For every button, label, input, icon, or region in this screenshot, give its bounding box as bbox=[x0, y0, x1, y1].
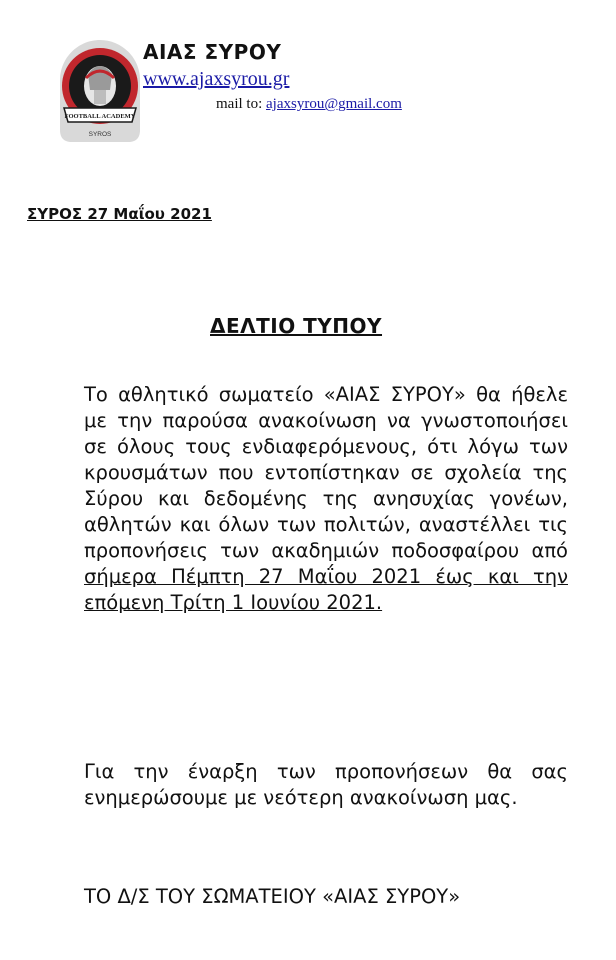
announcement-text: Το αθλητικό σωματείο «ΑΙΑΣ ΣΥΡΟΥ» θα ήθελε με την παρούσα ανακοίνωση να γνωστοποιήσει σε όλους τους ενδιαφερόμενους, ότι λόγω των κρουσμάτων που εντοπίστηκαν σε σχολεία της Σύρου και δεδομένης της ανησυχίας γονέων, αθλητών και όλων των πολιτών, αναστέλλει τις προπονήσεις των ακαδημιών ποδοσφαίρου από bbox=[84, 383, 568, 562]
followup-paragraph: Για την έναρξη των προπονήσεων θα σας ενημερώσουμε με νεότερη ανακοίνωση μας. bbox=[84, 760, 568, 809]
press-release-heading: ΔΕΛΤΙΟ ΤΥΠΟΥ bbox=[210, 314, 383, 338]
mail-line bbox=[216, 96, 402, 113]
organization-name: ΑΙΑΣ ΣΥΡΟΥ bbox=[143, 40, 282, 64]
announcement-paragraph bbox=[84, 382, 568, 616]
mail-prefix: mail to: bbox=[216, 96, 266, 112]
website-link[interactable]: www.ajaxsyrou.gr bbox=[143, 68, 290, 90]
suspension-dates: σήμερα Πέμπτη 27 Μαΐου 2021 έως και την επόμενη Τρίτη 1 Ιουνίου 2021. bbox=[84, 565, 568, 614]
date-line: ΣΥΡΟΣ 27 Μαΐου 2021 bbox=[27, 205, 212, 223]
email-link[interactable]: ajaxsyrou@gmail.com bbox=[266, 96, 402, 112]
logo-bottom-text: SYROS bbox=[88, 131, 112, 138]
ajax-helmet-crest-icon bbox=[84, 66, 116, 106]
club-logo bbox=[58, 38, 142, 158]
signature: ΤΟ Δ/Σ ΤΟΥ ΣΩΜΑΤΕΙΟΥ «ΑΙΑΣ ΣΥΡΟΥ» bbox=[84, 885, 461, 908]
logo-banner-text: FOOTBALL ACADEMY bbox=[64, 113, 136, 120]
